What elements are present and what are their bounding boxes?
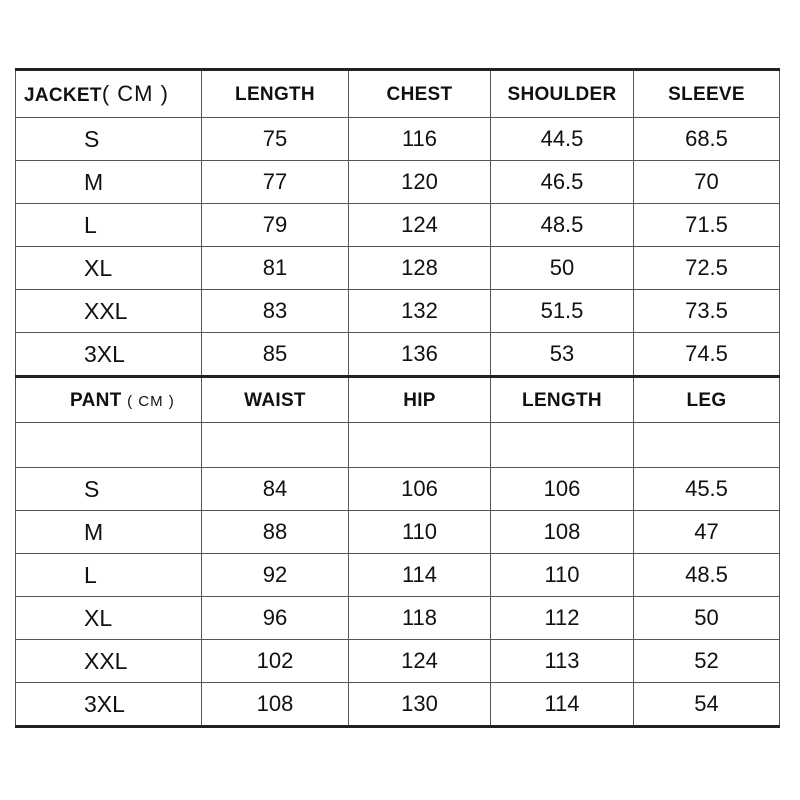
pant-row: [16, 640, 780, 683]
pant-cell: 118: [349, 597, 491, 640]
pant-row: [16, 468, 780, 511]
jacket-cell: 81: [202, 247, 349, 290]
empty-cell: [202, 423, 349, 468]
size-label: 3XL: [16, 683, 202, 727]
pant-header-row: [16, 377, 780, 423]
pant-cell: 45.5: [634, 468, 780, 511]
pant-cell: 130: [349, 683, 491, 727]
jacket-cell: 71.5: [634, 204, 780, 247]
pant-col-header: WAIST: [202, 377, 349, 423]
pant-cell: 112: [491, 597, 634, 640]
jacket-title-cell: [16, 70, 202, 118]
empty-cell: [491, 423, 634, 468]
size-label: L: [16, 204, 202, 247]
jacket-cell: 68.5: [634, 118, 780, 161]
size-label: M: [16, 511, 202, 554]
jacket-cell: 74.5: [634, 333, 780, 377]
pant-cell: 108: [491, 511, 634, 554]
jacket-cell: 124: [349, 204, 491, 247]
jacket-row: [16, 290, 780, 333]
pant-cell: 106: [349, 468, 491, 511]
pant-cell: 110: [491, 554, 634, 597]
jacket-cell: 128: [349, 247, 491, 290]
pant-row: [16, 597, 780, 640]
empty-cell: [349, 423, 491, 468]
jacket-cell: 116: [349, 118, 491, 161]
jacket-cell: 44.5: [491, 118, 634, 161]
size-label: XL: [16, 597, 202, 640]
size-chart-table: [15, 68, 780, 728]
pant-col-header: LENGTH: [491, 377, 634, 423]
pant-cell: 114: [349, 554, 491, 597]
jacket-cell: 48.5: [491, 204, 634, 247]
pant-cell: 110: [349, 511, 491, 554]
pant-cell: 96: [202, 597, 349, 640]
pant-cell: 114: [491, 683, 634, 727]
jacket-row: [16, 118, 780, 161]
pant-cell: 124: [349, 640, 491, 683]
empty-cell: [16, 423, 202, 468]
size-label: S: [16, 118, 202, 161]
jacket-col-header: LENGTH: [202, 70, 349, 118]
size-label: 3XL: [16, 333, 202, 377]
pant-cell: 48.5: [634, 554, 780, 597]
jacket-cell: 72.5: [634, 247, 780, 290]
pant-row: [16, 683, 780, 727]
jacket-cell: 73.5: [634, 290, 780, 333]
jacket-header-row: [16, 70, 780, 118]
pant-cell: 108: [202, 683, 349, 727]
jacket-col-header: SLEEVE: [634, 70, 780, 118]
pant-row: [16, 554, 780, 597]
jacket-cell: 51.5: [491, 290, 634, 333]
pant-unit: ( CM ): [127, 392, 175, 410]
size-label: XXL: [16, 290, 202, 333]
jacket-col-header: SHOULDER: [491, 70, 634, 118]
pant-cell: 102: [202, 640, 349, 683]
pant-title: PANT: [70, 389, 122, 411]
pant-title-cell: [16, 377, 202, 423]
size-label: S: [16, 468, 202, 511]
jacket-col-header: CHEST: [349, 70, 491, 118]
jacket-row: [16, 247, 780, 290]
size-label: L: [16, 554, 202, 597]
jacket-cell: 136: [349, 333, 491, 377]
pant-cell: 47: [634, 511, 780, 554]
jacket-row: [16, 333, 780, 377]
jacket-cell: 75: [202, 118, 349, 161]
pant-row: [16, 511, 780, 554]
jacket-cell: 46.5: [491, 161, 634, 204]
jacket-cell: 83: [202, 290, 349, 333]
pant-cell: 54: [634, 683, 780, 727]
pant-col-header: LEG: [634, 377, 780, 423]
pant-cell: 106: [491, 468, 634, 511]
pant-cell: 88: [202, 511, 349, 554]
jacket-row: [16, 161, 780, 204]
jacket-row: [16, 204, 780, 247]
size-label: XL: [16, 247, 202, 290]
pant-cell: 84: [202, 468, 349, 511]
size-label: XXL: [16, 640, 202, 683]
jacket-cell: 85: [202, 333, 349, 377]
jacket-cell: 77: [202, 161, 349, 204]
pant-col-header: HIP: [349, 377, 491, 423]
empty-cell: [634, 423, 780, 468]
jacket-cell: 79: [202, 204, 349, 247]
jacket-cell: 132: [349, 290, 491, 333]
size-label: M: [16, 161, 202, 204]
jacket-unit: ( CM ): [101, 81, 169, 106]
pant-cell: 113: [491, 640, 634, 683]
pant-cell: 92: [202, 554, 349, 597]
jacket-cell: 120: [349, 161, 491, 204]
jacket-cell: 53: [491, 333, 634, 377]
jacket-cell: 70: [634, 161, 780, 204]
pant-empty-row: [16, 423, 780, 468]
jacket-title: JACKET: [24, 85, 102, 106]
pant-cell: 50: [634, 597, 780, 640]
pant-cell: 52: [634, 640, 780, 683]
jacket-cell: 50: [491, 247, 634, 290]
